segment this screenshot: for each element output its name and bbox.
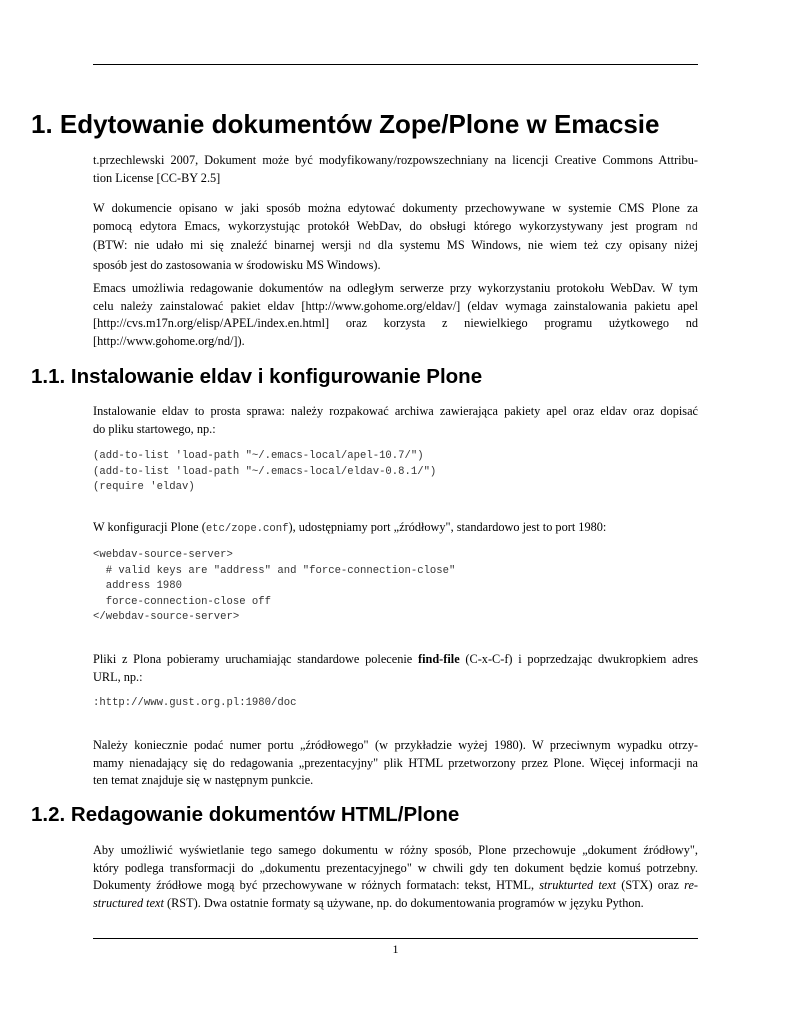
license-paragraph — [93, 152, 698, 187]
page-number: 1 — [392, 942, 399, 956]
port-note-paragraph — [93, 737, 698, 790]
text-line: W dokumencie opisano w jaki sposób można edytować dokumenty przechowywane w systemie CMS Plone za — [93, 201, 698, 215]
text-line: Aby umożliwić wyświetlanie tego samego dokumentu w różny sposób, Plone przechowuje „dokument źródłowy", — [93, 843, 698, 857]
license-line: tion License [CC-BY 2.5] — [93, 170, 221, 185]
text-line: Należy koniecznie podać numer portu „źródłowego" (w przykładzie wyżej 1980). W przeciwnym wypadku otrzy- — [93, 738, 698, 752]
text-line: W konfiguracji Plone (etc/zope.conf), udostępniamy port „źródłowy", standardowo jest to port 1980: — [93, 520, 607, 535]
text-line: Dokumenty źródłowe mogą być przechowywane w różnych formatach: tekst, HTML, strukturted text (STX) oraz re- — [93, 878, 698, 893]
text-line: Emacs umożliwia redagowanie dokumentów na odległym serwerze przy wykorzystaniu protokołu WebDav. W tym — [93, 281, 698, 295]
section-heading-install: 1.1. Instalowanie eldav i konfigurowanie Plone — [31, 365, 483, 388]
eldav-paragraph — [93, 280, 698, 351]
text-line: [http://www.gohome.org/nd/]). — [93, 334, 245, 349]
inline-code-nd: nd — [358, 241, 372, 254]
text-line: [http://cvs.m17n.org/elisp/APEL/index.en.html] oraz korzysta z niewielkiego programu użytkowego nd — [93, 316, 698, 331]
text-line: pomocą edytora Emacs, wykorzystując protokół WebDav, do obsługi którego wykorzystywany jest program nd — [93, 218, 698, 234]
text-line: (BTW: nie udało mi się znaleźć binarnej wersji nd dla systemu MS Windows, nie wiem też czy opisany niżej — [93, 238, 698, 254]
code-block-load-path: (add-to-list 'load-path "~/.emacs-local/apel-10.7/") (add-to-list 'load-path "~/.emacs-local/eldav-0.8.1/") (require 'eldav) — [93, 450, 437, 494]
text-line: który podlega transformacji do „dokumentu prezentacyjnego" w chwili gdy ten dokument będzie komuś potrzebny. — [93, 860, 698, 875]
text-line: sposób jest do zastosowania w środowisku MS Windows). — [93, 258, 381, 273]
text-line: Pliki z Plona pobieramy uruchamiając standardowe polecenie find-file (C-x-C-f) i poprzedzając dwukropkiem adres — [93, 652, 699, 666]
header-rule — [93, 64, 698, 65]
text-line: ten temat znajduje się w następnym punkcie. — [93, 773, 314, 788]
page-title: 1. Edytowanie dokumentów Zope/Plone w Emacsie — [31, 109, 660, 139]
code-block-webdav-config: <webdav-source-server> # valid keys are "address" and "force-connection-close" address 1980 force-connection-close off </webdav-source-server> — [93, 549, 456, 624]
footer-rule — [93, 938, 698, 939]
section-heading-editing: 1.2. Redagowanie dokumentów HTML/Plone — [31, 803, 460, 826]
editing-paragraph — [93, 842, 698, 913]
text-line: Instalowanie eldav to prosta sprawa: należy rozpakować archiwa zawierająca pakiety apel oraz eldav oraz dopisać — [93, 404, 698, 418]
find-file-paragraph — [93, 651, 698, 686]
plone-config-paragraph — [93, 519, 698, 539]
inline-code-zope-conf: etc/zope.conf — [205, 523, 289, 535]
find-file-command: find-file — [417, 652, 460, 666]
code-block-url: :http://www.gust.org.pl:1980/doc — [93, 697, 297, 709]
intro-paragraph — [93, 200, 698, 275]
text-line: do pliku startowego, np.: — [93, 421, 216, 436]
text-line: celu należy zainstalować pakiet eldav [http://www.gohome.org/eldav/] (eldav wymaga zainstalowania pakietu apel — [93, 298, 698, 313]
text-line: structured text (RST). Dwa ostatnie formaty są używane, np. do dokumentowania programów w języku Python. — [93, 896, 644, 911]
install-paragraph — [93, 403, 698, 438]
inline-code-nd: nd — [685, 221, 698, 234]
text-line: mamy nienadający się do redagowania „prezentacyjny" plik HTML przetworzony przez Plone. Więcej informacji na — [93, 755, 698, 770]
license-line: t.przechlewski 2007, Dokument może być modyfikowany/rozpowszechniany na licencji Creative Commons Attribu- — [93, 153, 698, 167]
text-line: URL, np.: — [93, 669, 143, 684]
